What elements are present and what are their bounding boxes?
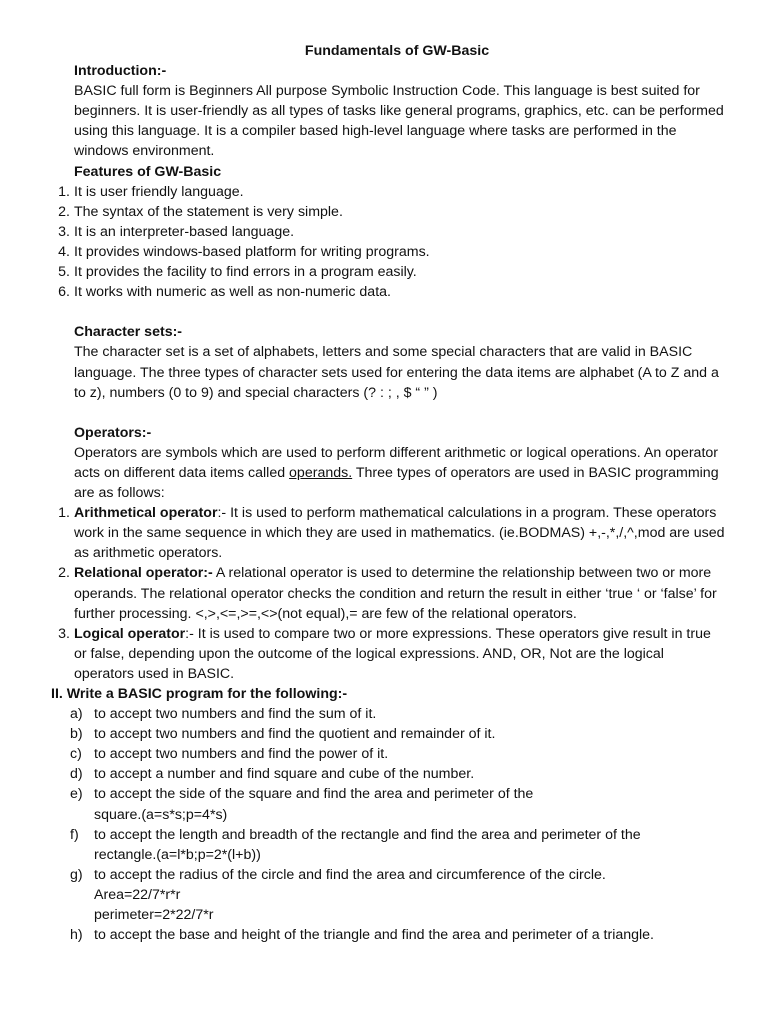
operators-heading: Operators:- <box>74 424 152 441</box>
list-item <box>70 825 726 865</box>
charsets-heading: Character sets:- <box>74 324 183 341</box>
exercise-text: to accept two numbers and find the sum of it. <box>94 706 377 723</box>
list-item-text: It is user friendly language. <box>74 183 244 200</box>
exercise-text: to accept the radius of the circle and find the area and circumference of the circle. <box>94 866 606 883</box>
operands-underlined: operands. <box>289 464 353 481</box>
list-item <box>70 784 726 824</box>
intro-heading: Introduction:- <box>74 63 167 80</box>
list-item <box>58 222 726 242</box>
operators-text-before: Operators are symbols which are used to perform different arithmetic or logical operations. An operator acts on different data items called <box>74 444 719 481</box>
list-item <box>58 563 726 623</box>
list-item <box>58 503 726 563</box>
list-marker: 3. <box>58 625 70 642</box>
list-marker: g) <box>70 866 83 883</box>
operator-term: Arithmetical operator <box>74 505 218 522</box>
list-item <box>58 182 726 202</box>
list-marker: e) <box>70 786 83 803</box>
exercise-formula: perimeter=2*22/7*r <box>94 907 214 924</box>
list-item <box>58 262 726 282</box>
charsets-paragraph: The character set is a set of alphabets, letters and some special characters that are valid in BASIC language. The three types of character sets used for entering the data items are alphabet (A to Z and a to z), numbers (0 to 9) and special characters (? : ; , $ “ ” ) <box>74 344 719 401</box>
intro-section <box>74 61 726 182</box>
list-marker: d) <box>70 766 83 783</box>
charsets-section <box>74 322 726 402</box>
list-item <box>58 242 726 262</box>
operators-section <box>74 423 726 503</box>
list-marker: 4. <box>58 243 70 260</box>
list-item-text: It is an interpreter-based language. <box>74 223 295 240</box>
intro-paragraph: BASIC full form is Beginners All purpose Symbolic Instruction Code. This language is best suited for beginners. It is user-friendly as all types of tasks like general programs, graphics, etc. can be performed using this language. It is a compiler based high-level language where tasks are performed in the windows environment. <box>74 83 724 160</box>
list-item <box>58 202 726 222</box>
list-marker: c) <box>70 746 82 763</box>
operator-description: :- It is used to perform mathematical calculations in a program. These operators work in the same sequence in which they are used in mathematics. (ie.BODMAS) +,-,*,/,^,mod are used as arithmetic operators. <box>74 505 725 562</box>
operator-description: :- It is used to compare two or more expressions. These operators give result in true or false, depending upon the outcome of the logical expressions. AND, OR, Not are the logical operators used in BASIC. <box>74 625 711 682</box>
list-marker: 1. <box>58 505 70 522</box>
document-title: Fundamentals of GW-Basic <box>304 43 490 59</box>
list-item <box>70 925 726 945</box>
list-marker: 2. <box>58 203 70 220</box>
list-item <box>70 865 726 925</box>
list-marker: 3. <box>58 223 70 240</box>
operator-description: A relational operator is used to determine the relationship between two or more operands. The relational operator checks the condition and return the result in either ‘true ‘ or ‘false’ for further processing. <,>,<=,>=,<>(not equal),= are few of the relational operators. <box>74 565 717 622</box>
document-page <box>0 41 768 945</box>
list-item-text: It provides the facility to find errors in a program easily. <box>74 264 417 281</box>
list-marker: f) <box>70 826 79 843</box>
list-item <box>58 624 726 684</box>
list-marker: b) <box>70 726 83 743</box>
exercise-text: to accept two numbers and find the power of it. <box>94 746 389 763</box>
list-item <box>58 282 726 302</box>
spacer <box>0 403 768 423</box>
list-item <box>70 744 726 764</box>
operators-paragraph <box>74 443 726 503</box>
operator-term: Relational operator:- <box>74 565 213 582</box>
list-item-text: It provides windows-based platform for writing programs. <box>74 243 430 260</box>
operator-term: Logical operator <box>74 625 186 642</box>
list-marker: 2. <box>58 565 70 582</box>
list-item <box>70 724 726 744</box>
exercise-text: to accept the side of the square and find the area and perimeter of the <box>94 786 534 803</box>
list-item-text: The syntax of the statement is very simple. <box>74 203 343 220</box>
exercise-formula: rectangle.(a=l*b;p=2*(l+b)) <box>94 846 261 863</box>
features-list <box>0 182 768 303</box>
list-marker: 5. <box>58 264 70 281</box>
list-marker: h) <box>70 927 83 944</box>
exercise-text: to accept the length and breadth of the rectangle and find the area and perimeter of the <box>94 826 641 843</box>
features-heading: Features of GW-Basic <box>74 163 222 180</box>
exercise-text: to accept two numbers and find the quotient and remainder of it. <box>94 726 496 743</box>
list-item-text: It works with numeric as well as non-numeric data. <box>74 284 391 301</box>
list-item <box>70 704 726 724</box>
list-marker: 6. <box>58 284 70 301</box>
exercise-formula: square.(a=s*s;p=4*s) <box>94 806 228 823</box>
exercise-text: to accept the base and height of the triangle and find the area and perimeter of a triangle. <box>94 927 654 944</box>
spacer <box>0 302 768 322</box>
operators-list <box>0 503 768 684</box>
section2-heading: II. Write a BASIC program for the following:- <box>51 686 348 702</box>
exercise-formula: Area=22/7*r*r <box>94 886 181 903</box>
list-item <box>70 764 726 784</box>
list-marker: a) <box>70 706 83 723</box>
list-marker: 1. <box>58 183 70 200</box>
operators-text-after: Three types of operators are used in BASIC programming are as follows: <box>74 464 719 502</box>
exercise-list <box>0 704 768 945</box>
exercise-text: to accept a number and find square and cube of the number. <box>94 766 475 783</box>
